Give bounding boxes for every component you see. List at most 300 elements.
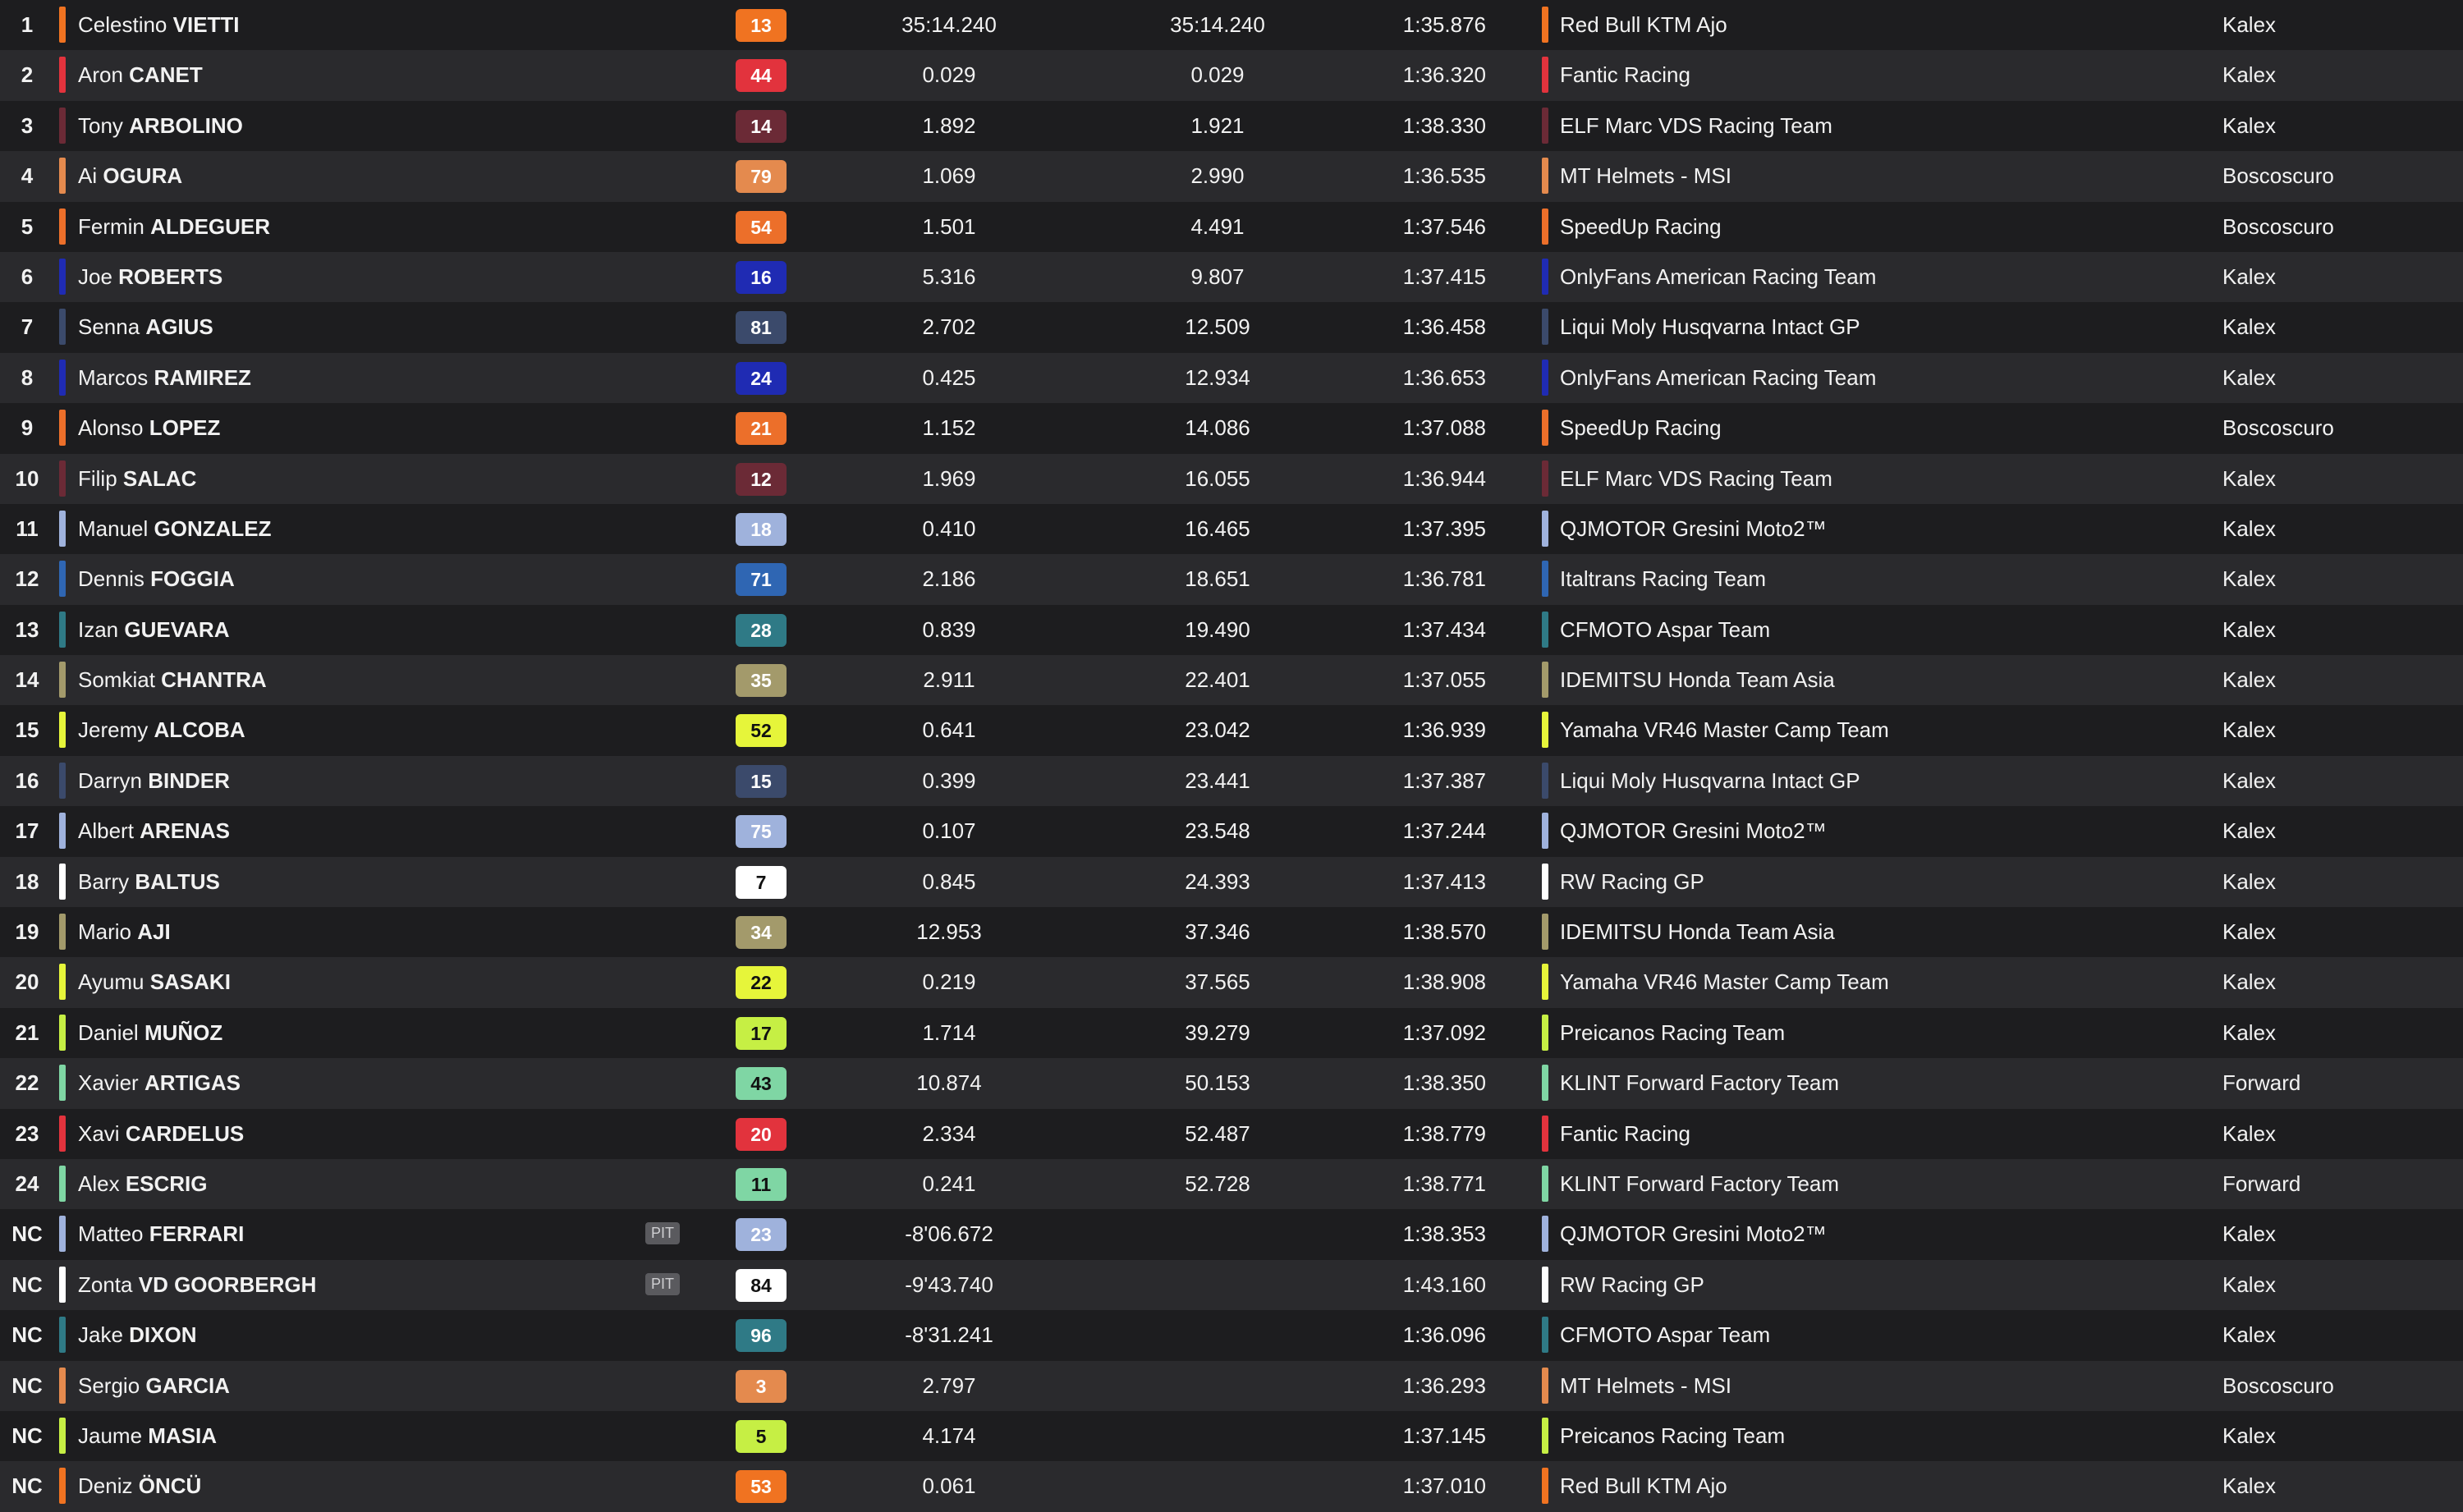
total-gap-time: 52.728 — [1185, 1171, 1250, 1196]
table-row[interactable] — [0, 705, 2463, 755]
rider-name[interactable] — [78, 0, 240, 50]
table-row[interactable] — [0, 1008, 2463, 1058]
rider-last-name: ÖNCÜ — [138, 1473, 202, 1499]
rider-team-color-bar — [59, 561, 66, 597]
gap-time: 1.969 — [922, 465, 976, 491]
rider-first-name: Jaume — [78, 1423, 143, 1448]
rider-last-name: LOPEZ — [149, 415, 221, 441]
rider-name[interactable] — [78, 202, 270, 252]
gap-time: 0.219 — [922, 969, 976, 995]
table-row[interactable] — [0, 1058, 2463, 1108]
team-color-bar — [1542, 1418, 1548, 1454]
total-gap-time — [1140, 1260, 1296, 1310]
rider-team-color-bar — [59, 864, 66, 900]
rider-name[interactable] — [78, 252, 222, 302]
bike-manufacturer: Kalex — [2222, 616, 2277, 642]
team-color-bar — [1542, 561, 1548, 597]
table-row[interactable] — [0, 655, 2463, 705]
rider-team-color-bar — [59, 7, 66, 43]
rider-team-color-bar — [59, 309, 66, 345]
position: 12 — [15, 566, 39, 592]
table-row[interactable] — [0, 101, 2463, 151]
total-gap-time: 9.807 — [1190, 263, 1245, 289]
total-gap-time: 39.279 — [1185, 1019, 1250, 1045]
rider-first-name: Jeremy — [78, 717, 149, 743]
rider-team-color-bar — [59, 1418, 66, 1454]
rider-name[interactable] — [78, 101, 243, 151]
team-color-bar — [1542, 1468, 1548, 1504]
rider-number-badge: 28 — [736, 614, 787, 647]
team-name[interactable]: SpeedUp Racing — [1560, 213, 1722, 239]
team-name[interactable]: CFMOTO Aspar Team — [1560, 1322, 1771, 1348]
gap-time: 1.892 — [922, 112, 976, 138]
rider-name[interactable] — [78, 403, 220, 453]
rider-name[interactable] — [78, 1159, 208, 1209]
rider-last-name: CHANTRA — [161, 667, 267, 693]
table-row[interactable] — [0, 504, 2463, 554]
rider-number-badge: 21 — [736, 412, 787, 445]
rider-first-name: Alex — [78, 1171, 120, 1196]
rider-number-badge: 34 — [736, 916, 787, 949]
team-name[interactable]: ELF Marc VDS Racing Team — [1560, 465, 1832, 491]
table-row[interactable] — [0, 907, 2463, 957]
rider-team-color-bar — [59, 208, 66, 245]
team-name[interactable]: IDEMITSU Honda Team Asia — [1560, 919, 1835, 945]
rider-team-color-bar — [59, 964, 66, 1000]
team-name[interactable]: CFMOTO Aspar Team — [1560, 616, 1771, 642]
gap-time: 12.953 — [916, 919, 982, 945]
best-lap-time: 1:37.387 — [1402, 767, 1486, 793]
rider-name[interactable] — [78, 1109, 244, 1159]
bike-manufacturer: Kalex — [2222, 919, 2277, 945]
best-lap-time: 1:37.145 — [1402, 1423, 1486, 1448]
table-row[interactable] — [0, 302, 2463, 352]
gap-time: 35:14.240 — [901, 12, 997, 37]
rider-last-name: ALDEGUER — [150, 213, 271, 239]
gap-time: 2.334 — [922, 1120, 976, 1146]
bike-manufacturer: Kalex — [2222, 515, 2277, 541]
rider-team-color-bar — [59, 1065, 66, 1101]
table-row[interactable] — [0, 1411, 2463, 1461]
rider-name[interactable] — [78, 504, 272, 554]
total-gap-time: 16.055 — [1185, 465, 1250, 491]
rider-number-badge: 84 — [736, 1269, 787, 1302]
gap-time: 0.425 — [922, 364, 976, 390]
rider-number-badge: 14 — [736, 110, 787, 143]
position: 21 — [15, 1019, 39, 1045]
team-name[interactable]: Liqui Moly Husqvarna Intact GP — [1560, 767, 1860, 793]
team-name[interactable]: QJMOTOR Gresini Moto2™ — [1560, 818, 1827, 844]
table-row[interactable] — [0, 252, 2463, 302]
total-gap-time: 23.042 — [1185, 717, 1250, 743]
table-row[interactable] — [0, 403, 2463, 453]
best-lap-time: 1:38.330 — [1402, 112, 1486, 138]
team-color-bar — [1542, 511, 1548, 547]
rider-first-name: Barry — [78, 868, 130, 894]
position: 4 — [21, 163, 34, 189]
rider-number-badge: 71 — [736, 563, 787, 596]
gap-time: 0.241 — [922, 1171, 976, 1196]
rider-name[interactable] — [78, 302, 213, 352]
rider-number-badge: 35 — [736, 664, 787, 697]
gap-time: 0.029 — [922, 62, 976, 88]
bike-manufacturer: Kalex — [2222, 566, 2277, 592]
bike-manufacturer: Kalex — [2222, 1473, 2277, 1499]
team-color-bar — [1542, 259, 1548, 295]
bike-manufacturer: Kalex — [2222, 1221, 2277, 1247]
team-name[interactable]: RW Racing GP — [1560, 868, 1704, 894]
team-name[interactable]: QJMOTOR Gresini Moto2™ — [1560, 515, 1827, 541]
team-color-bar — [1542, 712, 1548, 748]
rider-team-color-bar — [59, 259, 66, 295]
team-color-bar — [1542, 7, 1548, 43]
rider-last-name: BALTUS — [135, 868, 220, 894]
total-gap-time: 12.509 — [1185, 314, 1250, 340]
team-color-bar — [1542, 1065, 1548, 1101]
rider-team-color-bar — [59, 108, 66, 144]
rider-name[interactable] — [78, 1361, 230, 1411]
table-row[interactable] — [0, 1361, 2463, 1411]
rider-name[interactable] — [78, 1461, 201, 1511]
total-gap-time: 35:14.240 — [1170, 12, 1265, 37]
rider-first-name: Tony — [78, 112, 123, 138]
best-lap-time: 1:37.092 — [1402, 1019, 1486, 1045]
gap-time: 1.152 — [922, 415, 976, 441]
table-row[interactable] — [0, 806, 2463, 856]
table-row[interactable] — [0, 50, 2463, 100]
position: 5 — [21, 213, 34, 239]
best-lap-time: 1:38.771 — [1402, 1171, 1486, 1196]
team-color-bar — [1542, 1368, 1548, 1404]
team-name[interactable]: Fantic Racing — [1560, 62, 1690, 88]
rider-number-badge: 7 — [736, 866, 787, 899]
team-color-bar — [1542, 1216, 1548, 1252]
team-name[interactable]: OnlyFans American Racing Team — [1560, 364, 1877, 390]
rider-last-name: AGIUS — [145, 314, 213, 340]
rider-team-color-bar — [59, 1216, 66, 1252]
gap-time: 0.845 — [922, 868, 976, 894]
rider-first-name: Somkiat — [78, 667, 155, 693]
bike-manufacturer: Kalex — [2222, 364, 2277, 390]
team-color-bar — [1542, 813, 1548, 849]
bike-manufacturer: Kalex — [2222, 112, 2277, 138]
best-lap-time: 1:36.320 — [1402, 62, 1486, 88]
rider-first-name: Celestino — [78, 12, 167, 37]
rider-name[interactable] — [78, 554, 235, 604]
team-name[interactable]: RW Racing GP — [1560, 1271, 1704, 1297]
rider-last-name: OGURA — [103, 163, 183, 189]
rider-team-color-bar — [59, 360, 66, 396]
position: 18 — [15, 868, 39, 894]
team-name[interactable]: IDEMITSU Honda Team Asia — [1560, 667, 1835, 693]
best-lap-time: 1:36.096 — [1402, 1322, 1486, 1348]
team-color-bar — [1542, 460, 1548, 497]
table-row[interactable] — [0, 1310, 2463, 1360]
rider-last-name: FOGGIA — [150, 566, 235, 592]
team-name[interactable]: ELF Marc VDS Racing Team — [1560, 112, 1832, 138]
best-lap-time: 1:36.293 — [1402, 1372, 1486, 1398]
table-row[interactable] — [0, 756, 2463, 806]
best-lap-time: 1:36.939 — [1402, 717, 1486, 743]
team-name[interactable]: Yamaha VR46 Master Camp Team — [1560, 717, 1889, 743]
rider-last-name: GONZALEZ — [154, 515, 272, 541]
rider-first-name: Aron — [78, 62, 123, 88]
bike-manufacturer: Boscoscuro — [2222, 1372, 2334, 1398]
bike-manufacturer: Kalex — [2222, 1423, 2277, 1448]
rider-last-name: ARBOLINO — [129, 112, 243, 138]
gap-time: 5.316 — [922, 263, 976, 289]
rider-name[interactable] — [78, 857, 220, 907]
table-row[interactable] — [0, 151, 2463, 201]
pit-badge: PIT — [645, 1273, 680, 1295]
rider-number-badge: 17 — [736, 1017, 787, 1050]
total-gap-time — [1140, 1361, 1296, 1411]
gap-time: 0.399 — [922, 767, 976, 793]
team-color-bar — [1542, 1317, 1548, 1353]
best-lap-time: 1:37.395 — [1402, 515, 1486, 541]
rider-number-badge: 44 — [736, 59, 787, 92]
rider-team-color-bar — [59, 1116, 66, 1152]
table-row[interactable] — [0, 353, 2463, 403]
bike-manufacturer: Kalex — [2222, 969, 2277, 995]
rider-team-color-bar — [59, 1468, 66, 1504]
rider-team-color-bar — [59, 410, 66, 446]
position: 22 — [15, 1070, 39, 1096]
table-row[interactable] — [0, 1209, 2463, 1259]
table-row[interactable] — [0, 1109, 2463, 1159]
rider-name[interactable] — [78, 605, 229, 655]
total-gap-time: 12.934 — [1185, 364, 1250, 390]
position: 20 — [15, 969, 39, 995]
position: 2 — [21, 62, 34, 88]
rider-number-badge: 12 — [736, 463, 787, 496]
rider-name[interactable] — [78, 1310, 197, 1360]
rider-last-name: ARENAS — [140, 818, 230, 844]
rider-number-badge: 3 — [736, 1370, 787, 1403]
rider-number-badge: 20 — [736, 1118, 787, 1151]
best-lap-time: 1:38.908 — [1402, 969, 1486, 995]
team-name[interactable]: Red Bull KTM Ajo — [1560, 1473, 1727, 1499]
table-row[interactable] — [0, 857, 2463, 907]
best-lap-time: 1:37.434 — [1402, 616, 1486, 642]
rider-team-color-bar — [59, 662, 66, 698]
gap-time: 2.702 — [922, 314, 976, 340]
rider-first-name: Fermin — [78, 213, 144, 239]
gap-time: 4.174 — [922, 1423, 976, 1448]
rider-number-badge: 22 — [736, 966, 787, 999]
rider-team-color-bar — [59, 1267, 66, 1303]
team-name[interactable]: OnlyFans American Racing Team — [1560, 263, 1877, 289]
gap-time: -8'06.672 — [905, 1221, 993, 1247]
bike-manufacturer: Forward — [2222, 1070, 2301, 1096]
team-color-bar — [1542, 158, 1548, 194]
position: 14 — [15, 667, 39, 693]
best-lap-time: 1:36.944 — [1402, 465, 1486, 491]
rider-name[interactable] — [78, 705, 245, 755]
rider-first-name: Zonta — [78, 1271, 133, 1297]
gap-time: 10.874 — [916, 1070, 982, 1096]
rider-number-badge: 54 — [736, 211, 787, 244]
gap-time: 2.797 — [922, 1372, 976, 1398]
rider-last-name: ALCOBA — [154, 717, 245, 743]
rider-first-name: Daniel — [78, 1019, 139, 1045]
team-color-bar — [1542, 309, 1548, 345]
pit-badge: PIT — [645, 1222, 680, 1244]
rider-number-badge: 16 — [736, 261, 787, 294]
rider-team-color-bar — [59, 460, 66, 497]
team-name[interactable]: Preicanos Racing Team — [1560, 1019, 1786, 1045]
team-name[interactable]: QJMOTOR Gresini Moto2™ — [1560, 1221, 1827, 1247]
table-row[interactable] — [0, 957, 2463, 1007]
rider-team-color-bar — [59, 813, 66, 849]
rider-first-name: Filip — [78, 465, 117, 491]
team-color-bar — [1542, 1267, 1548, 1303]
team-name[interactable]: Liqui Moly Husqvarna Intact GP — [1560, 314, 1860, 340]
gap-time: 0.410 — [922, 515, 976, 541]
bike-manufacturer: Kalex — [2222, 868, 2277, 894]
rider-first-name: Manuel — [78, 515, 149, 541]
rider-team-color-bar — [59, 1317, 66, 1353]
team-name[interactable]: Red Bull KTM Ajo — [1560, 12, 1727, 37]
best-lap-time: 1:37.010 — [1402, 1473, 1486, 1499]
best-lap-time: 1:36.653 — [1402, 364, 1486, 390]
bike-manufacturer: Kalex — [2222, 62, 2277, 88]
team-name[interactable]: MT Helmets - MSI — [1560, 163, 1731, 189]
bike-manufacturer: Forward — [2222, 1171, 2301, 1196]
table-row[interactable] — [0, 202, 2463, 252]
team-name[interactable]: Preicanos Racing Team — [1560, 1423, 1786, 1448]
rider-name[interactable] — [78, 1058, 241, 1108]
rider-last-name: ESCRIG — [125, 1171, 208, 1196]
total-gap-time: 22.401 — [1185, 667, 1250, 693]
team-name[interactable]: Yamaha VR46 Master Camp Team — [1560, 969, 1889, 995]
best-lap-time: 1:37.244 — [1402, 818, 1486, 844]
rider-name[interactable] — [78, 1209, 244, 1259]
position: NC — [11, 1322, 43, 1348]
table-row[interactable] — [0, 605, 2463, 655]
total-gap-time — [1140, 1461, 1296, 1511]
best-lap-time: 1:37.088 — [1402, 415, 1486, 441]
team-name[interactable]: Fantic Racing — [1560, 1120, 1690, 1146]
position: 3 — [21, 112, 34, 138]
total-gap-time: 2.990 — [1190, 163, 1245, 189]
total-gap-time — [1140, 1310, 1296, 1360]
rider-number-badge: 43 — [736, 1067, 787, 1100]
rider-last-name: CARDELUS — [125, 1120, 245, 1146]
team-name[interactable]: SpeedUp Racing — [1560, 415, 1722, 441]
table-row[interactable] — [0, 0, 2463, 50]
team-color-bar — [1542, 964, 1548, 1000]
bike-manufacturer: Kalex — [2222, 1120, 2277, 1146]
rider-first-name: Alonso — [78, 415, 144, 441]
best-lap-time: 1:37.415 — [1402, 263, 1486, 289]
rider-name[interactable] — [78, 1411, 217, 1461]
rider-number-badge: 23 — [736, 1218, 787, 1251]
team-name[interactable]: Italtrans Racing Team — [1560, 566, 1766, 592]
rider-last-name: CANET — [129, 62, 203, 88]
table-row[interactable] — [0, 1461, 2463, 1511]
rider-last-name: SASAKI — [149, 969, 231, 995]
total-gap-time: 37.346 — [1185, 919, 1250, 945]
team-color-bar — [1542, 57, 1548, 93]
rider-team-color-bar — [59, 712, 66, 748]
rider-first-name: Sergio — [78, 1372, 140, 1398]
rider-number-badge: 79 — [736, 160, 787, 193]
team-color-bar — [1542, 360, 1548, 396]
bike-manufacturer: Boscoscuro — [2222, 415, 2334, 441]
total-gap-time: 23.548 — [1185, 818, 1250, 844]
rider-number-badge: 96 — [736, 1319, 787, 1352]
gap-time: 0.839 — [922, 616, 976, 642]
rider-name[interactable] — [78, 151, 182, 201]
rider-team-color-bar — [59, 763, 66, 799]
team-color-bar — [1542, 914, 1548, 950]
rider-last-name: DIXON — [129, 1322, 197, 1348]
total-gap-time: 16.465 — [1185, 515, 1250, 541]
bike-manufacturer: Kalex — [2222, 465, 2277, 491]
best-lap-time: 1:37.413 — [1402, 868, 1486, 894]
rider-last-name: BINDER — [148, 767, 230, 793]
bike-manufacturer: Kalex — [2222, 818, 2277, 844]
gap-time: 1.714 — [922, 1019, 976, 1045]
position: 23 — [15, 1120, 39, 1146]
bike-manufacturer: Kalex — [2222, 314, 2277, 340]
team-name[interactable]: MT Helmets - MSI — [1560, 1372, 1731, 1398]
best-lap-time: 1:38.350 — [1402, 1070, 1486, 1096]
rider-first-name: Darryn — [78, 767, 143, 793]
position: NC — [11, 1271, 43, 1297]
rider-first-name: Ayumu — [78, 969, 144, 995]
position: NC — [11, 1372, 43, 1398]
gap-time: -9'43.740 — [905, 1271, 993, 1297]
table-row[interactable] — [0, 1159, 2463, 1209]
total-gap-time: 4.491 — [1190, 213, 1245, 239]
rider-first-name: Xavier — [78, 1070, 139, 1096]
rider-number-badge: 18 — [736, 513, 787, 546]
rider-name[interactable] — [78, 1008, 222, 1058]
rider-name[interactable] — [78, 454, 196, 504]
team-name[interactable]: KLINT Forward Factory Team — [1560, 1070, 1840, 1096]
rider-name[interactable] — [78, 756, 230, 806]
bike-manufacturer: Kalex — [2222, 1019, 2277, 1045]
rider-first-name: Deniz — [78, 1473, 133, 1499]
rider-first-name: Albert — [78, 818, 134, 844]
table-row[interactable] — [0, 454, 2463, 504]
rider-name[interactable] — [78, 1260, 316, 1310]
position: 10 — [15, 465, 39, 491]
rider-name[interactable] — [78, 655, 267, 705]
rider-team-color-bar — [59, 1166, 66, 1202]
rider-first-name: Ai — [78, 163, 98, 189]
team-color-bar — [1542, 662, 1548, 698]
rider-name[interactable] — [78, 50, 203, 100]
table-row[interactable] — [0, 554, 2463, 604]
rider-number-badge: 75 — [736, 815, 787, 848]
rider-last-name: ROBERTS — [118, 263, 223, 289]
rider-last-name: FERRARI — [149, 1221, 245, 1247]
rider-last-name: GUEVARA — [124, 616, 230, 642]
rider-name[interactable] — [78, 907, 171, 957]
team-name[interactable]: KLINT Forward Factory Team — [1560, 1171, 1840, 1196]
table-row[interactable] — [0, 1260, 2463, 1310]
rider-last-name: VIETTI — [172, 12, 240, 37]
team-color-bar — [1542, 1116, 1548, 1152]
rider-team-color-bar — [59, 914, 66, 950]
rider-name[interactable] — [78, 353, 251, 403]
rider-name[interactable] — [78, 806, 230, 856]
position: NC — [11, 1473, 43, 1499]
rider-name[interactable] — [78, 957, 231, 1007]
